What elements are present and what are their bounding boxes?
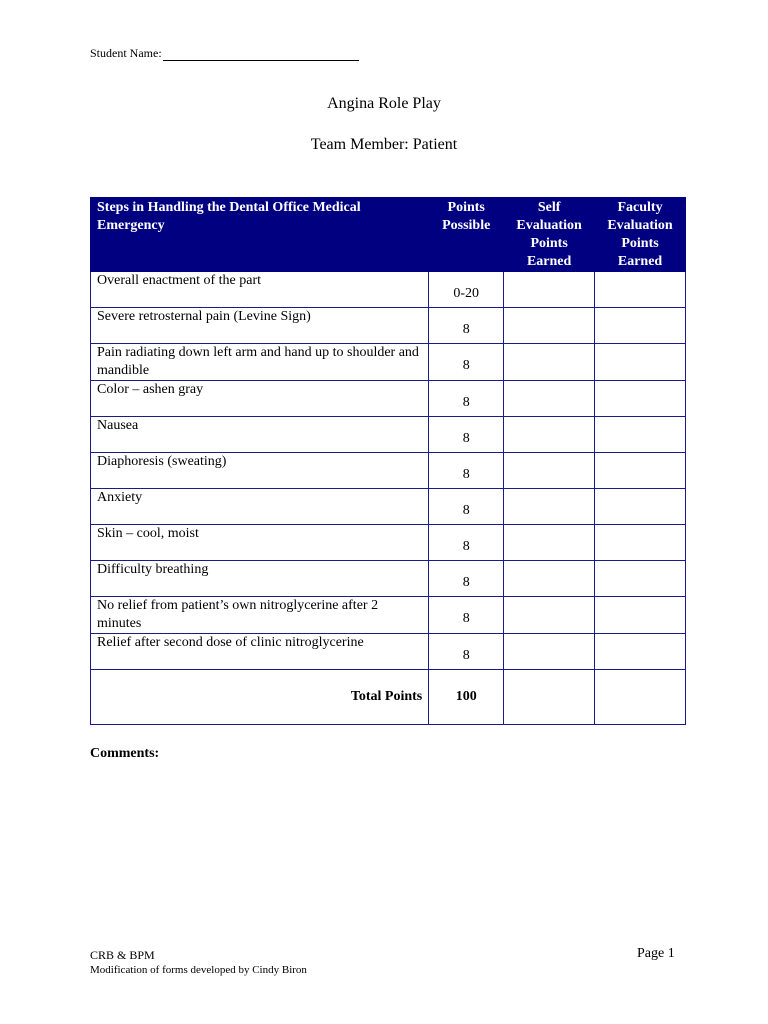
team-member-title: Team Member: Patient: [310, 136, 458, 153]
student-name-label: Student Name:: [90, 46, 162, 60]
faculty-evaluation-cell[interactable]: [595, 525, 686, 561]
step-cell: Nausea: [91, 417, 429, 453]
total-label: Total Points: [91, 670, 429, 725]
student-name-blank[interactable]: [163, 48, 359, 61]
self-evaluation-cell[interactable]: [504, 489, 595, 525]
step-cell: No relief from patient’s own nitroglycerine after 2 minutes: [91, 597, 429, 634]
table-row: [91, 597, 686, 634]
step-cell: Overall enactment of the part: [91, 272, 429, 308]
points-possible-cell: 8: [429, 525, 504, 561]
footer-credit: Modification of forms developed by Cindy Biron: [90, 964, 307, 976]
footer-left: [90, 948, 307, 978]
header-faculty-evaluation: Faculty Evaluation Points Earned: [595, 198, 686, 272]
table-row: [91, 489, 686, 525]
faculty-evaluation-cell[interactable]: [595, 489, 686, 525]
self-evaluation-cell[interactable]: [504, 634, 595, 670]
points-possible-cell: 8: [429, 489, 504, 525]
table-header-row: [91, 198, 686, 272]
comments-label: Comments:: [90, 746, 160, 761]
step-cell: Anxiety: [91, 489, 429, 525]
self-evaluation-cell[interactable]: [504, 308, 595, 344]
footer-authors: CRB & BPM: [90, 948, 155, 962]
step-cell: Diaphoresis (sweating): [91, 453, 429, 489]
table-row: [91, 525, 686, 561]
step-cell: Pain radiating down left arm and hand up to shoulder and mandible: [91, 344, 429, 381]
student-name-field: [90, 46, 359, 61]
points-possible-cell: 8: [429, 597, 504, 634]
table-row: [91, 417, 686, 453]
faculty-evaluation-cell[interactable]: [595, 453, 686, 489]
header-points-possible: Points Possible: [429, 198, 504, 272]
self-evaluation-cell[interactable]: [504, 561, 595, 597]
total-value: 100: [429, 670, 504, 725]
table-row: [91, 272, 686, 308]
faculty-evaluation-cell[interactable]: [595, 381, 686, 417]
header-self-evaluation: Self Evaluation Points Earned: [504, 198, 595, 272]
step-cell: Severe retrosternal pain (Levine Sign): [91, 308, 429, 344]
rubric-table: [90, 197, 686, 725]
points-possible-cell: 8: [429, 417, 504, 453]
self-evaluation-cell[interactable]: [504, 417, 595, 453]
points-possible-cell: 8: [429, 308, 504, 344]
points-possible-cell: 8: [429, 634, 504, 670]
faculty-evaluation-cell[interactable]: [595, 417, 686, 453]
points-possible-cell: 0-20: [429, 272, 504, 308]
table-row: [91, 308, 686, 344]
self-evaluation-cell[interactable]: [504, 453, 595, 489]
self-evaluation-cell[interactable]: [504, 272, 595, 308]
faculty-evaluation-cell[interactable]: [595, 272, 686, 308]
faculty-evaluation-cell[interactable]: [595, 561, 686, 597]
page-number: Page 1: [637, 946, 675, 961]
step-cell: Skin – cool, moist: [91, 525, 429, 561]
points-possible-cell: 8: [429, 344, 504, 381]
table-row: [91, 344, 686, 381]
self-evaluation-cell[interactable]: [504, 597, 595, 634]
faculty-evaluation-cell[interactable]: [595, 308, 686, 344]
page-title: Angina Role Play: [327, 95, 441, 112]
total-row: [91, 670, 686, 725]
step-cell: Relief after second dose of clinic nitroglycerine: [91, 634, 429, 670]
faculty-evaluation-cell[interactable]: [595, 634, 686, 670]
self-evaluation-cell[interactable]: [504, 344, 595, 381]
self-evaluation-cell[interactable]: [504, 381, 595, 417]
step-cell: Color – ashen gray: [91, 381, 429, 417]
points-possible-cell: 8: [429, 453, 504, 489]
rubric-body: [91, 272, 686, 670]
table-row: [91, 453, 686, 489]
table-row: [91, 634, 686, 670]
total-faculty-cell[interactable]: [595, 670, 686, 725]
points-possible-cell: 8: [429, 561, 504, 597]
faculty-evaluation-cell[interactable]: [595, 344, 686, 381]
step-cell: Difficulty breathing: [91, 561, 429, 597]
faculty-evaluation-cell[interactable]: [595, 597, 686, 634]
self-evaluation-cell[interactable]: [504, 525, 595, 561]
points-possible-cell: 8: [429, 381, 504, 417]
total-self-cell[interactable]: [504, 670, 595, 725]
table-row: [91, 381, 686, 417]
header-steps: Steps in Handling the Dental Office Medical Emergency: [91, 198, 429, 272]
table-row: [91, 561, 686, 597]
